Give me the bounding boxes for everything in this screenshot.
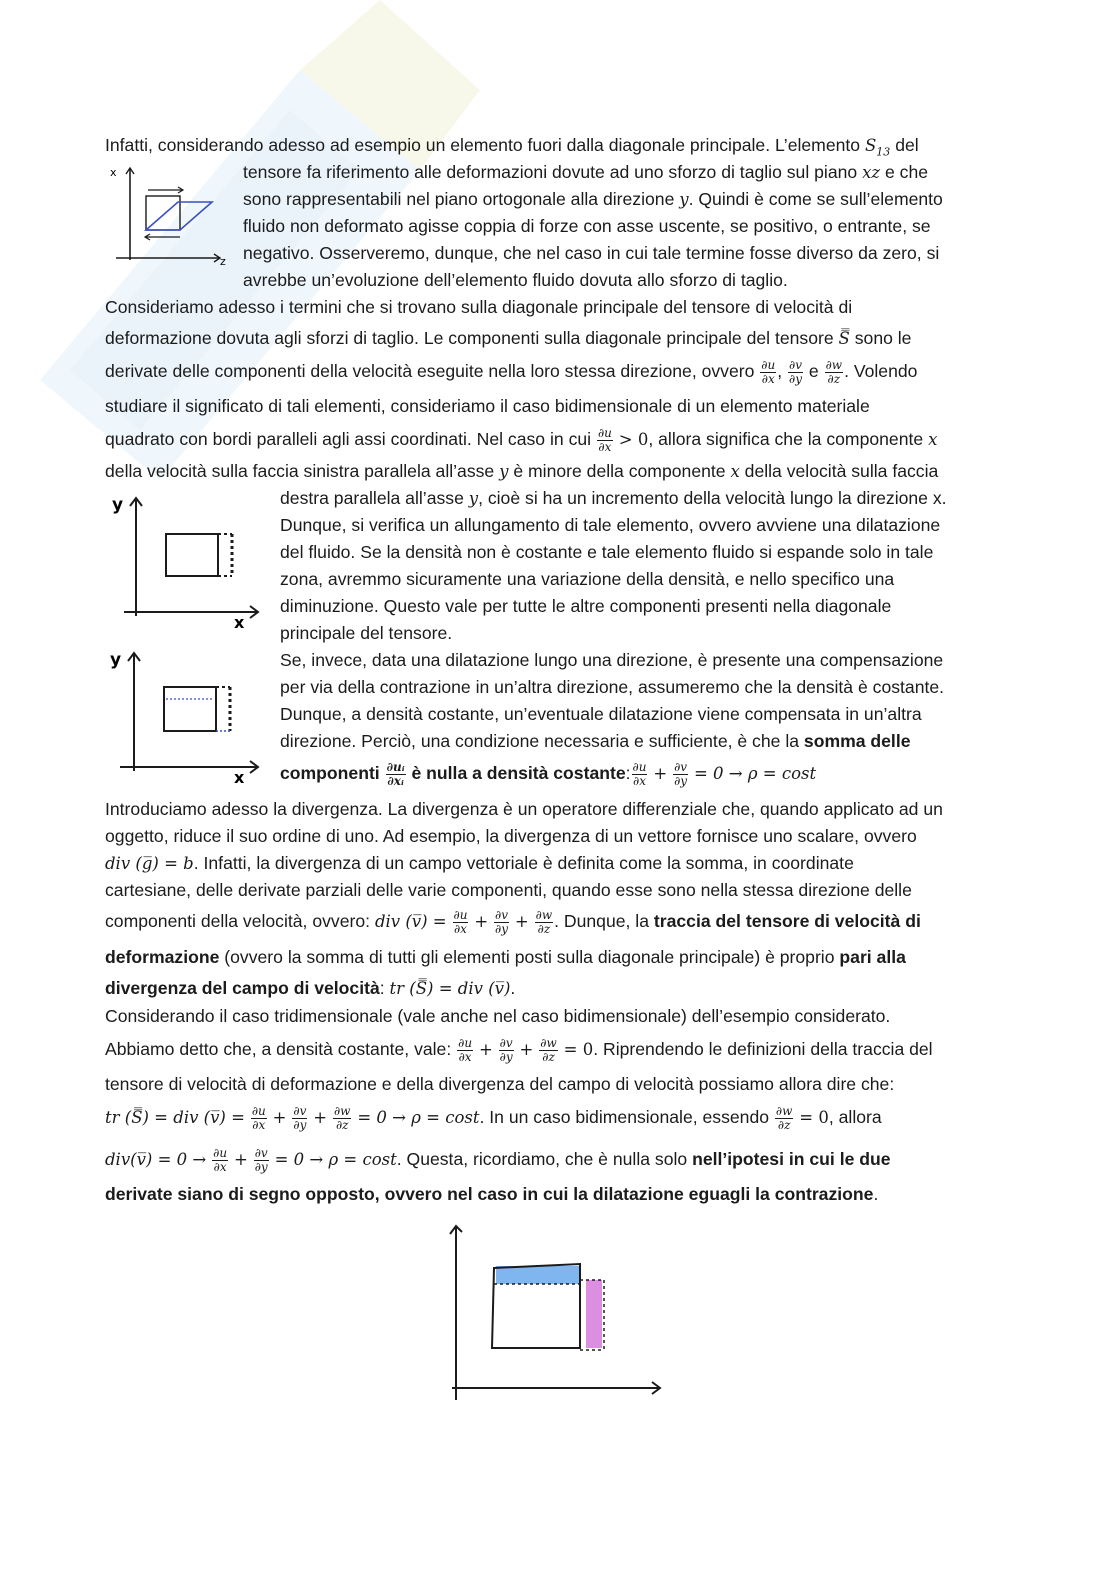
axis-label-x: x bbox=[234, 613, 245, 628]
axis-label-y: y bbox=[112, 495, 124, 515]
p4-line-2: oggetto, riduce il suo ordine di uno. Ad esempio, la divergenza di un vettore fornisce uno scalare, ovvero bbox=[105, 826, 917, 846]
p3-line-2: per via della contrazione in un’altra direzione, assumeremo che la densità è costante. bbox=[280, 677, 945, 697]
p1-text: Infatti, considerando adesso ad esempio un elemento fuori dalla diagonale principale. L’elemento bbox=[105, 135, 861, 155]
axis-label-x: x bbox=[234, 768, 245, 785]
fraction-du-dx: $\frac{\partial u}{\partial x}$ bbox=[597, 425, 612, 454]
dilatation-sketch bbox=[108, 488, 268, 628]
p2-line-9: del fluido. Se la densità non è costante e tale elemento fluido si espande solo in tale bbox=[280, 542, 934, 562]
p5-line-6: derivate siano di segno opposto, ovvero nel caso in cui la dilatazione eguagli la contrazione. bbox=[105, 1184, 879, 1204]
contraction-band bbox=[586, 1280, 602, 1348]
fraction-du-dx: $\frac{\partial u}{\partial x}$ bbox=[213, 1145, 228, 1174]
p2-line-6: della velocità sulla faccia sinistra parallela all’asse y è minore della componente x della velocità sulla faccia bbox=[105, 461, 939, 481]
dilatation-contraction-illustration bbox=[436, 1218, 676, 1408]
p4-line-3: div (g̅) = b. Infatti, la divergenza di un campo vettoriale è definita come la somma, in coordinate bbox=[105, 853, 854, 873]
p1-line-3: sono rappresentabili nel piano ortogonale alla direzione y. Quindi è come se sull’elemento bbox=[243, 189, 943, 209]
p5-line-2: Abbiamo detto che, a densità costante, vale: $\frac{\partial u}{\partial x}$ + $\frac{\partial v}{\partial y}$ + $\frac{\partial w}{\partial z}$ = 0. Riprendendo le definizioni della traccia del bbox=[105, 1035, 933, 1064]
p1-line-6: avrebbe un’evoluzione dell’elemento fluido dovuta allo sforzo di taglio. bbox=[243, 270, 788, 290]
p3-line-3: Dunque, a densità costante, un’eventuale dilatazione viene compensata in un’altra bbox=[280, 704, 922, 724]
p3-line-1: Se, invece, data una dilatazione lungo una direzione, è presente una compensazione bbox=[280, 650, 944, 670]
fraction-du-dx: $\frac{\partial u}{\partial x}$ bbox=[251, 1103, 266, 1132]
p4-line-4: cartesiane, delle derivate parziali delle varie componenti, quando esse sono nella stessa direzione delle bbox=[105, 880, 912, 900]
p2-line-1: Consideriamo adesso i termini che si trovano sulla diagonale principale del tensore di velocità di bbox=[105, 297, 853, 317]
p1-text: del bbox=[895, 135, 919, 155]
p2-line-12: principale del tensore. bbox=[280, 623, 453, 643]
p5-line-3: tensore di velocità di deformazione e della divergenza del campo di velocità possiamo allora dire che: bbox=[105, 1074, 895, 1094]
p3-line-4: direzione. Perciò, una condizione necessaria e sufficiente, è che la somma delle bbox=[280, 731, 911, 751]
p4-line-1: Introduciamo adesso la divergenza. La divergenza è un operatore differenziale che, quando applicato ad un bbox=[105, 799, 943, 819]
fraction-dv-dy: $\frac{\partial v}{\partial y}$ bbox=[499, 1035, 513, 1064]
fraction-dui-dxi: $\frac{\text{∂uᵢ}}{\text{∂xᵢ}}$ bbox=[386, 759, 405, 788]
divergence-example: div (g̅) = b bbox=[105, 854, 194, 873]
trace-equals-divergence: tr (S̿) = div (v̅) bbox=[389, 979, 511, 998]
p1-line-2: tensore fa riferimento alle deformazioni dovute ad uno sforzo di taglio sul piano xz e che bbox=[243, 162, 929, 182]
axis-label-x: x bbox=[110, 166, 117, 179]
axis-label-y: y bbox=[110, 650, 122, 670]
s13-symbol: $S_{13}$ bbox=[864, 136, 891, 159]
fraction-dw-dz: $\frac{\partial w}{\partial z}$ bbox=[825, 357, 843, 386]
fraction-dv-dy: $\frac{\partial v}{\partial y}$ bbox=[293, 1103, 307, 1132]
fraction-dv-dy: $\frac{\partial v}{\partial y}$ bbox=[674, 759, 688, 788]
p2-line-2: deformazione dovuta agli sforzi di taglio. Le componenti sulla diagonale principale del tensore S̿ sono le bbox=[105, 328, 912, 348]
fraction-dv-dy: $\frac{\partial v}{\partial y}$ bbox=[495, 907, 509, 936]
p3-line-5: componenti $\frac{\text{∂uᵢ}}{\text{∂xᵢ}}$ è nulla a densità costante: $\frac{\partial u}{\partial x}$ + $\frac{\partial v}{\partial y}$ = 0 → ρ = cost bbox=[280, 759, 817, 788]
p2-line-5: quadrato con bordi paralleli agli assi coordinati. Nel caso in cui $\frac{\partial u}{\partial x}$ > 0, allora significa che la componente x bbox=[105, 425, 938, 454]
fraction-dw-dz: $\frac{\partial w}{\partial z}$ bbox=[540, 1035, 557, 1064]
p2-line-7: destra parallela all’asse y, cioè si ha un incremento della velocità lungo la direzione x. bbox=[280, 488, 947, 508]
p2-line-3: derivate delle componenti della velocità eseguite nella loro stessa direzione, ovvero $\frac{\partial u}{\partial x}$ , $\frac{\partial v}{\partial y}$ e $\frac{\partial w}{\partial z}$ . Volendo bbox=[105, 357, 918, 386]
p5-line-1: Considerando il caso tridimensionale (vale anche nel caso bidimensionale) dell’esempio considerato. bbox=[105, 1006, 891, 1026]
p1-line-4: fluido non deformato agisse coppia di forze con asse uscente, se positivo, o entrante, se bbox=[243, 216, 931, 236]
p5-line-4: tr (S̿) = div (v̅) = $\frac{\partial u}{\partial x}$ + $\frac{\partial v}{\partial y}$ + $\frac{\partial w}{\partial z}$ = 0 → ρ = cost. In un caso bidimensionale, essendo $\frac{\partial w}{\partial z}$ = 0, allora bbox=[105, 1103, 882, 1132]
dilatation-band bbox=[496, 1266, 580, 1284]
plane-xz: xz bbox=[862, 163, 881, 182]
fraction-dw-dz: $\frac{\partial w}{\partial z}$ bbox=[535, 907, 553, 936]
p4-line-6: deformazione (ovvero la somma di tutti gli elementi posti sulla diagonale principale) è proprio pari alla bbox=[105, 947, 906, 967]
fraction-du-dx: $\frac{\partial u}{\partial x}$ bbox=[453, 907, 468, 936]
p2-line-8: Dunque, si verifica un allungamento di tale elemento, ovvero avviene una dilatazione bbox=[280, 515, 941, 535]
p1-line-5: negativo. Osserveremo, dunque, che nel caso in cui tale termine fosse diverso da zero, si bbox=[243, 243, 940, 263]
fraction-du-dx: $\frac{\partial u}{\partial x}$ bbox=[458, 1035, 473, 1064]
p5-line-5: div(v̅) = 0 → $\frac{\partial u}{\partial x}$ + $\frac{\partial v}{\partial y}$ = 0 → ρ = cost. Questa, ricordiamo, che è nulla solo nell’ipotesi in cui le due bbox=[105, 1145, 891, 1174]
p2-line-10: zona, avremmo sicuramente una variazione della densità, e nello specifico una bbox=[280, 569, 895, 589]
tensor-s: S̿ bbox=[838, 329, 850, 348]
compensation-sketch bbox=[108, 645, 268, 785]
fraction-dv-dy: $\frac{\partial v}{\partial y}$ bbox=[254, 1145, 268, 1174]
fraction-dw-dz: $\frac{\partial w}{\partial z}$ bbox=[775, 1103, 793, 1132]
fraction-du-dx: $\frac{\partial u}{\partial x}$ bbox=[632, 759, 647, 788]
p2-line-11: diminuzione. Questo vale per tutte le altre componenti presenti nella diagonale bbox=[280, 596, 892, 616]
fraction-dw-dz: $\frac{\partial w}{\partial z}$ bbox=[333, 1103, 351, 1132]
fraction-dv-dy: $\frac{\partial v}{\partial y}$ bbox=[789, 357, 802, 386]
fraction-du-dx: $\frac{\partial u}{\partial x}$ bbox=[761, 357, 776, 386]
p1-line-1 bbox=[105, 134, 919, 163]
axis-label-z: z bbox=[220, 255, 226, 268]
shear-sketch bbox=[108, 160, 238, 270]
p4-line-5: componenti della velocità, ovvero: div (v̅) = $\frac{\partial u}{\partial x}$ + $\frac{\partial v}{\partial y}$ + $\frac{\partial w}{\partial z}$ . Dunque, la traccia del tensore di velocità di bbox=[105, 907, 921, 936]
p2-line-4: studiare il significato di tali elementi, consideriamo il caso bidimensionale di un elemento materiale bbox=[105, 396, 870, 416]
p4-line-7: divergenza del campo di velocità: tr (S̿) = div (v̅). bbox=[105, 978, 516, 998]
